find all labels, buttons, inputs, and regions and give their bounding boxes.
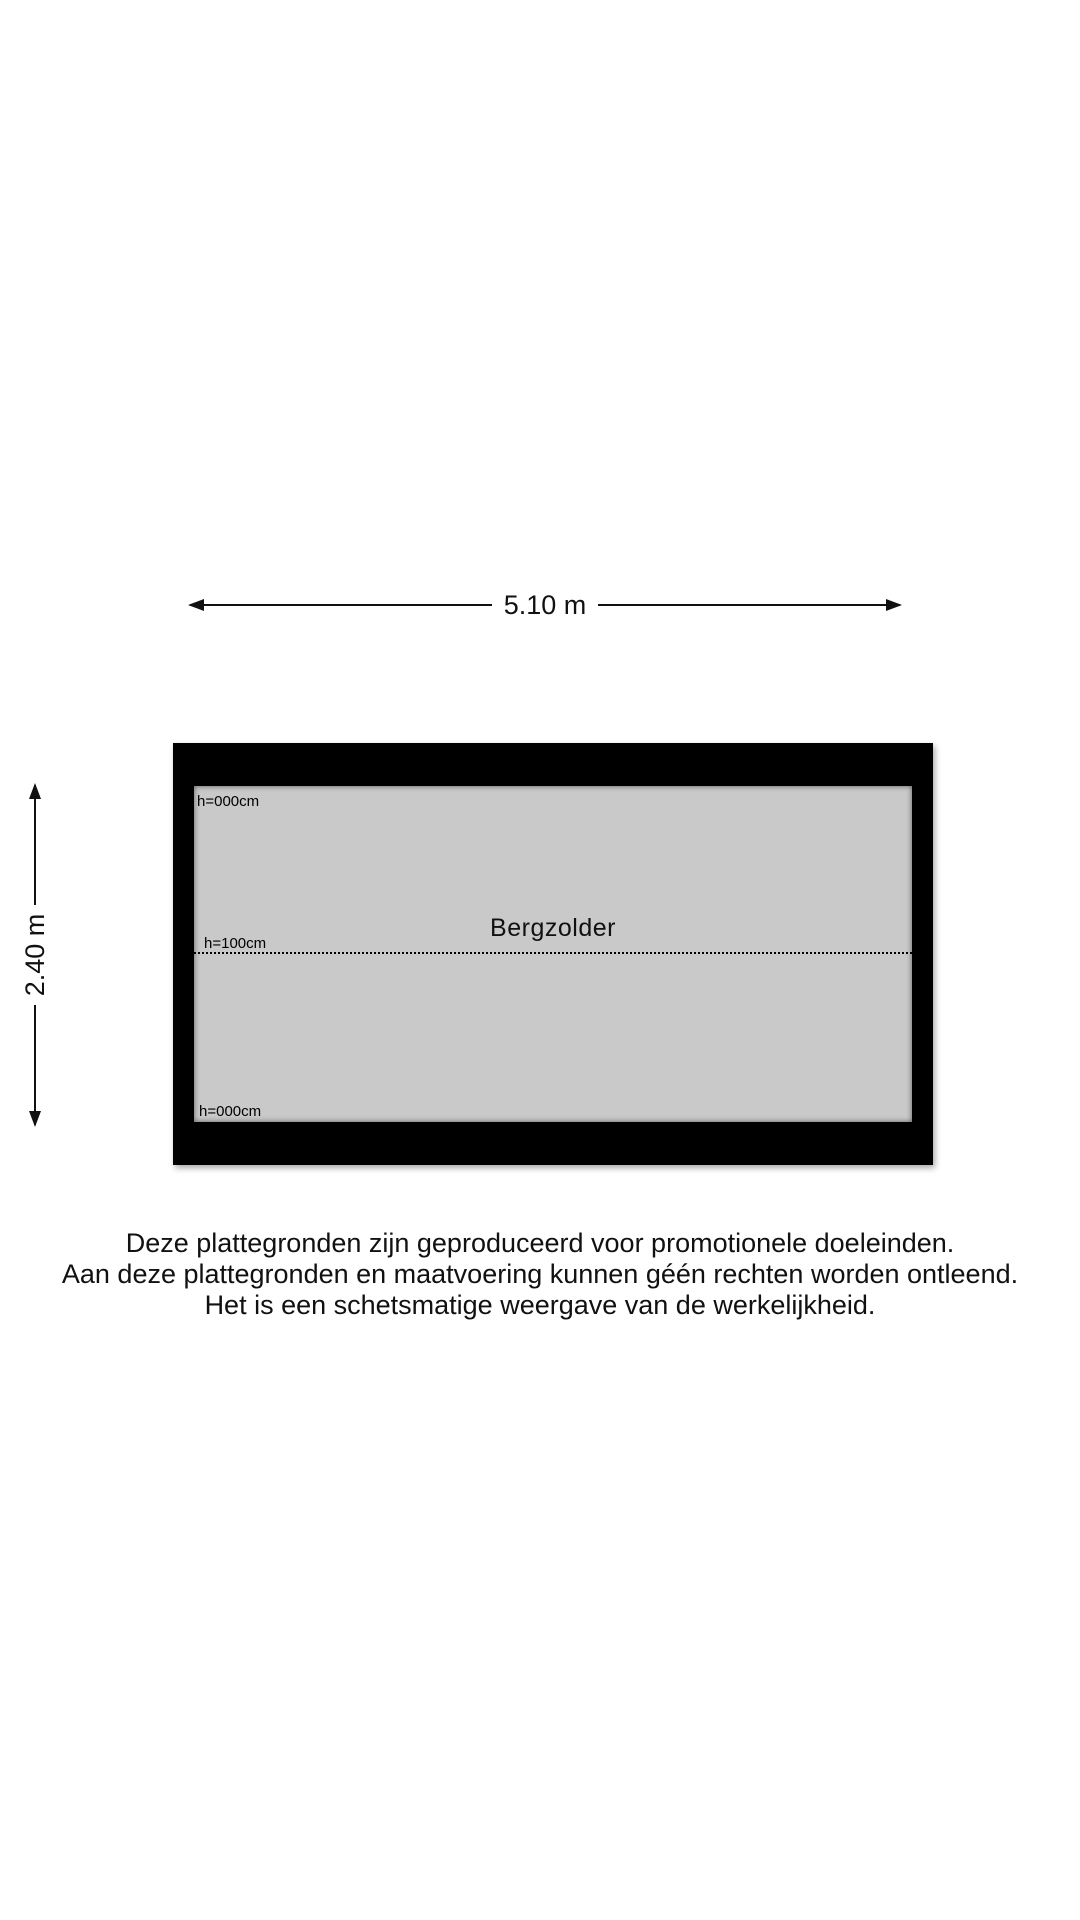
disclaimer-line: Aan deze plattegronden en maatvoering kunnen géén rechten worden ontleend.: [61, 1259, 1019, 1289]
dimension-line-bottom: [34, 1005, 36, 1125]
room-name: Bergzolder: [490, 914, 616, 942]
disclaimer-line: Deze plattegronden zijn geproduceerd voor promotionele doeleinden.: [125, 1228, 955, 1258]
height-marker-bottom: h=000cm: [199, 1103, 262, 1120]
arrow-right-icon: [886, 599, 902, 611]
room-floor: [194, 786, 912, 1122]
dimension-line-left: [190, 604, 492, 606]
height-marker-middle: h=100cm: [204, 935, 267, 952]
arrow-down-icon: [29, 1111, 41, 1127]
room-walls: [173, 743, 933, 1165]
dimension-line-right: [598, 604, 900, 606]
width-dimension-label: 5.10 m: [503, 590, 587, 620]
disclaimer: [0, 1228, 1080, 1321]
disclaimer-line: Het is een schetsmatige weergave van de werkelijkheid.: [204, 1290, 876, 1320]
height-marker-top: h=000cm: [197, 793, 260, 810]
width-dimension: [190, 590, 900, 620]
height-dimension-label: 2.40 m: [20, 913, 50, 997]
height-line-dotted: [194, 952, 912, 954]
dimension-line-top: [34, 785, 36, 905]
height-dimension: [20, 785, 50, 1125]
